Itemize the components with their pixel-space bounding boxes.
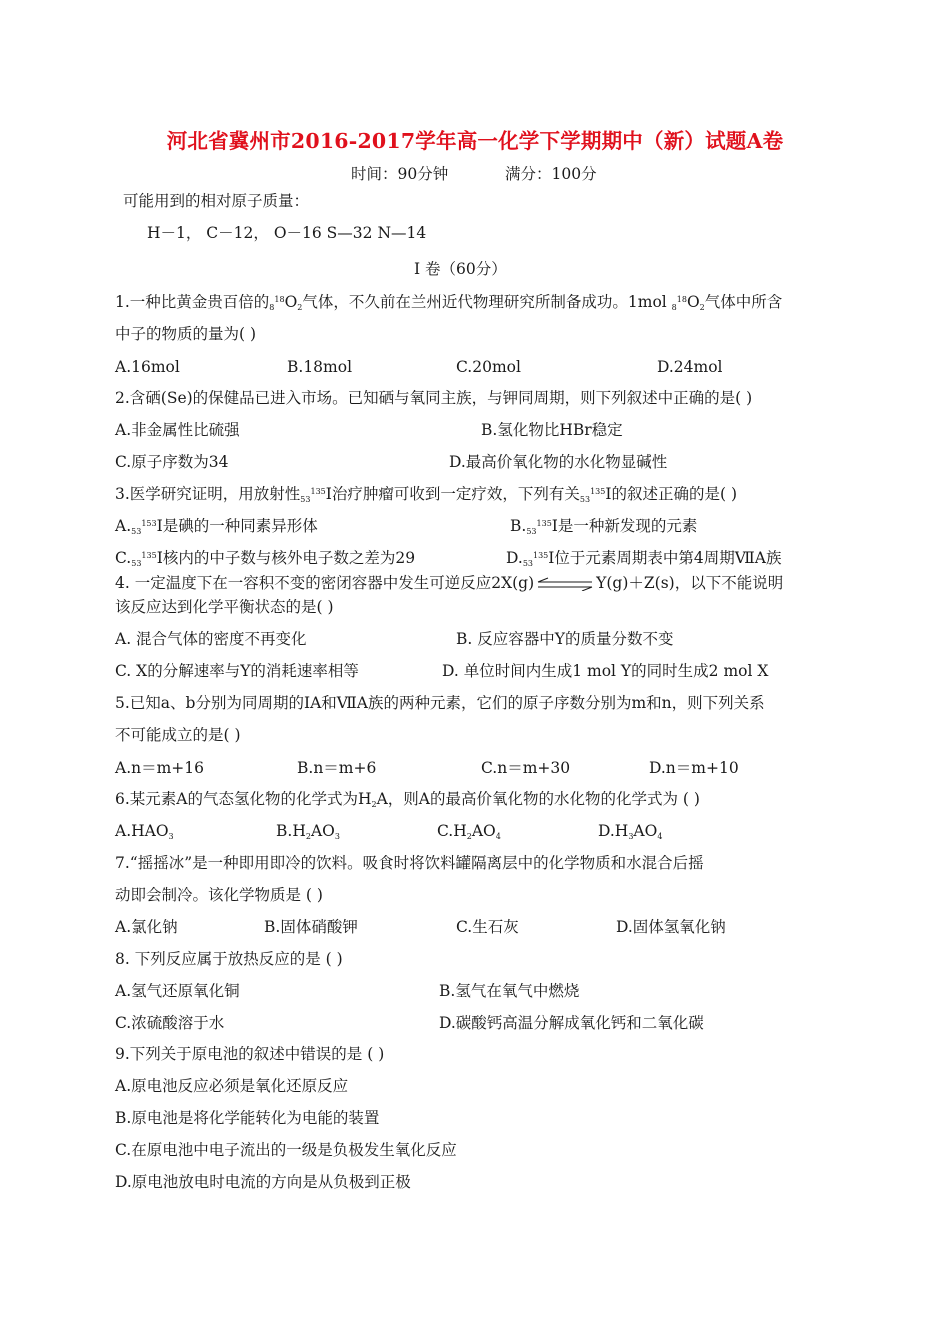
question-6-stem: 6.某元素A的气态氢化物的化学式为H2A，则A的最高价氧化物的水化物的化学式为 ( ) bbox=[115, 790, 700, 809]
section-title: Ⅰ 卷（60分） bbox=[414, 260, 507, 278]
question-2-option-c: C.原子序数为34 bbox=[115, 453, 229, 471]
question-4-option-c: C. X的分解速率与Y的消耗速率相等 bbox=[115, 662, 359, 680]
question-7-option-d: D.固体氢氧化钠 bbox=[616, 918, 726, 936]
question-7-option-a: A.氯化钠 bbox=[115, 918, 178, 936]
question-6-option-a: A.HAO3 bbox=[115, 822, 174, 841]
question-2-stem: 2.含硒(Se)的保健品已进入市场。已知硒与氧同主族，与钾同周期，则下列叙述中正确的是( ) bbox=[115, 389, 753, 407]
question-5-option-c: C.n＝m+30 bbox=[481, 759, 571, 777]
question-8-option-a: A.氢气还原氧化铜 bbox=[115, 982, 240, 1000]
question-8-option-c: C.浓硫酸溶于水 bbox=[115, 1014, 225, 1032]
atomic-mass-label: 可能用到的相对原子质量： bbox=[123, 192, 310, 210]
question-2-option-b: B.氢化物比HBr稳定 bbox=[481, 421, 623, 439]
question-7-option-c: C.生石灰 bbox=[456, 918, 519, 936]
question-1-option-c: C.20mol bbox=[456, 358, 521, 376]
atomic-mass-values: H－1， C－12， O－16 S—32 N—14 bbox=[147, 224, 427, 242]
question-9-option-d: D.原电池放电时电流的方向是从负极到正极 bbox=[115, 1173, 411, 1191]
question-5-option-b: B.n＝m+6 bbox=[297, 759, 377, 777]
question-3-stem: 3.医学研究证明，用放射性$53^{135}I$治疗肿瘤可收到一定疗效，下列有关$53^{135}I$的叙述正确的是( ) bbox=[115, 485, 738, 504]
question-5-stem-line2: 不可能成立的是( ) bbox=[115, 726, 241, 744]
question-9-stem: 9.下列关于原电池的叙述中错误的是 ( ) bbox=[115, 1045, 385, 1063]
question-4-option-b: B. 反应容器中Y的质量分数不变 bbox=[456, 630, 674, 648]
question-9-option-b: B.原电池是将化学能转化为电能的装置 bbox=[115, 1109, 380, 1127]
question-4-option-a: A. 混合气体的密度不再变化 bbox=[115, 630, 307, 648]
question-6-option-d: D.H3AO4 bbox=[598, 822, 663, 841]
question-2-option-a: A.非金属性比硫强 bbox=[115, 421, 240, 439]
question-6-option-b: B.H2AO3 bbox=[276, 822, 340, 841]
time-info: 时间：90分钟 bbox=[351, 165, 449, 183]
question-1-stem: 1.一种比黄金贵百倍的$8^{18}O2$气体，不久前在兰州近代物理研究所制备成功。1mol $8^{18}O2$气体中所含 bbox=[115, 293, 783, 312]
question-7-option-b: B.固体硝酸钾 bbox=[264, 918, 358, 936]
question-3-option-c: $C.53^{135}I$核内的中子数与核外电子数之差为29 bbox=[115, 549, 416, 568]
question-1-option-d: D.24mol bbox=[657, 358, 723, 376]
question-5-option-a: A.n＝m+16 bbox=[115, 759, 205, 777]
exam-title: 河北省冀州市2016-2017学年高一化学下学期期中（新）试题A卷 bbox=[166, 129, 784, 153]
question-9-option-a: A.原电池反应必须是氧化还原反应 bbox=[115, 1077, 349, 1095]
question-3-option-a: $A.53^{153}I$是碘的一种同素异形体 bbox=[115, 517, 318, 536]
score-info: 满分：100分 bbox=[505, 165, 597, 183]
question-7-stem: 7.“摇摇冰”是一种即用即冷的饮料。吸食时将饮料罐隔离层中的化学物质和水混合后摇 bbox=[115, 854, 704, 872]
question-1-option-a: A.16mol bbox=[115, 358, 180, 376]
question-3-option-d: $D.53^{135}I$位于元素周期表中第4周期ⅦA族 bbox=[506, 549, 782, 568]
question-8-option-d: D.碳酸钙高温分解成氧化钙和二氧化碳 bbox=[439, 1014, 704, 1032]
question-8-stem: 8. 下列反应属于放热反应的是 ( ) bbox=[115, 950, 343, 968]
question-8-option-b: B.氢气在氧气中燃烧 bbox=[439, 982, 580, 1000]
equilibrium-arrow-icon bbox=[536, 577, 594, 591]
question-2-option-d: D.最高价氧化物的水化物显碱性 bbox=[449, 453, 668, 471]
question-4-stem-line2: 该反应达到化学平衡状态的是( ) bbox=[115, 598, 334, 616]
question-1-stem-line2: 中子的物质的量为( ) bbox=[115, 325, 257, 343]
question-5-stem: 5.已知a、b分别为同周期的ⅠA和ⅦA族的两种元素，它们的原子序数分别为m和n，则下列关系 bbox=[115, 694, 765, 712]
question-7-stem-line2: 动即会制冷。该化学物质是 ( ) bbox=[115, 886, 323, 904]
question-5-option-d: D.n＝m+10 bbox=[649, 759, 739, 777]
question-6-option-c: C.H2AO4 bbox=[437, 822, 501, 841]
question-4-option-d: D. 单位时间内生成1 mol Y的同时生成2 mol X bbox=[442, 662, 769, 680]
question-9-option-c: C.在原电池中电子流出的一级是负极发生氧化反应 bbox=[115, 1141, 457, 1159]
question-4-stem: 4. 一定温度下在一容积不变的密闭容器中发生可逆反应2X(g) Y(g)＋Z(s)，以下不能说明 bbox=[115, 574, 784, 592]
question-3-option-b: $B.53^{135}I$是一种新发现的元素 bbox=[510, 517, 698, 536]
question-1-option-b: B.18mol bbox=[287, 358, 353, 376]
